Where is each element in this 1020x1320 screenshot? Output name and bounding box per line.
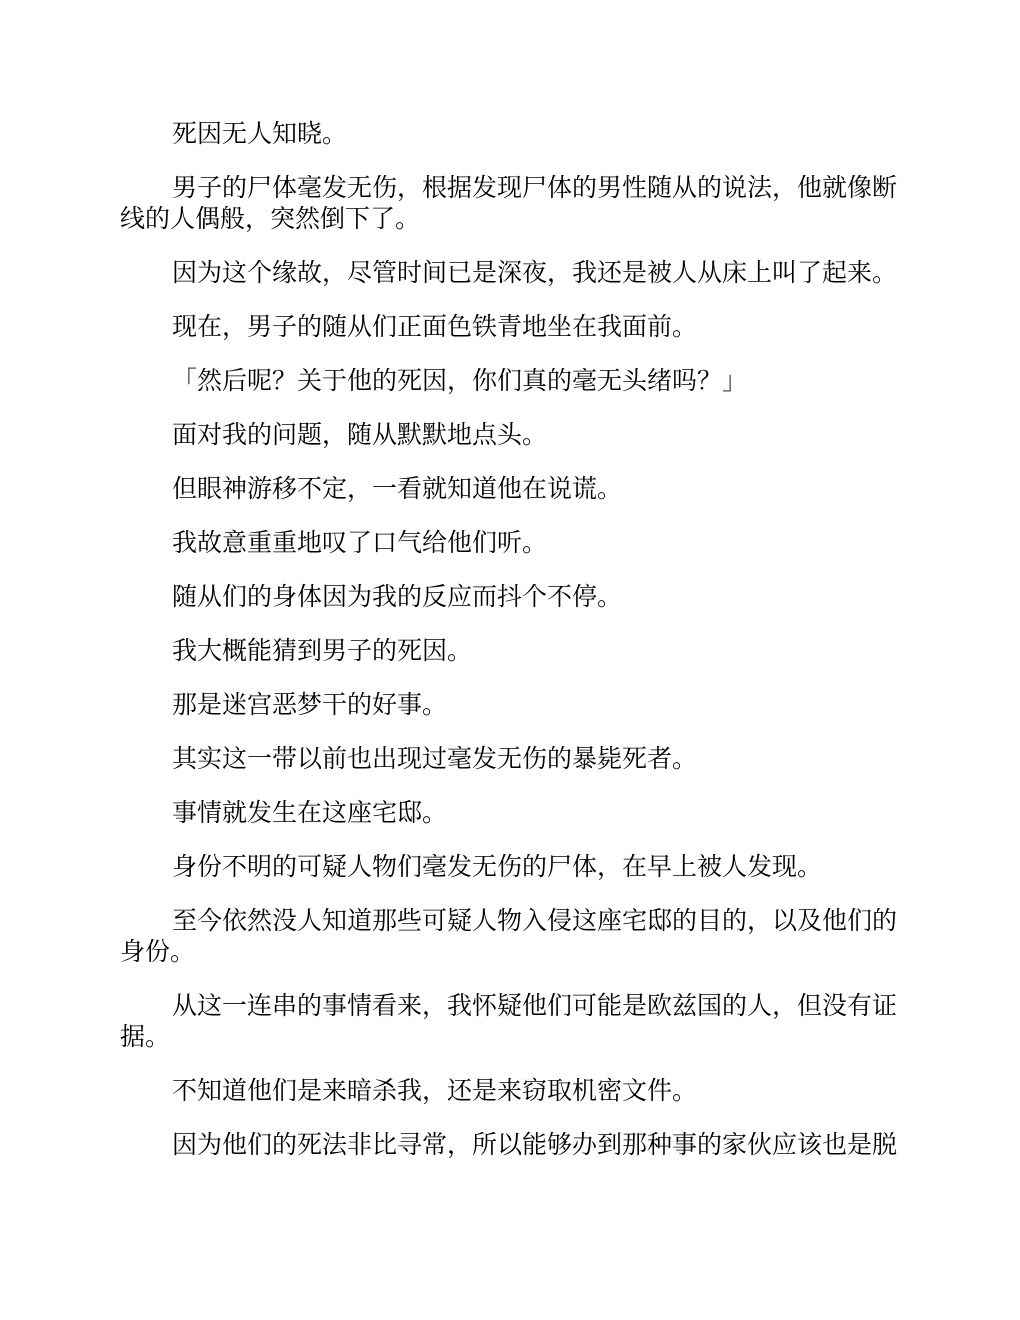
paragraph: 死因无人知晓。 [172,119,348,148]
paragraph: 事情就发生在这座宅邸。 [172,798,448,827]
body-text [120,118,900,1183]
paragraph: 但眼神游移不定，一看就知道他在说谎。 [172,474,623,503]
paragraph: 身份不明的可疑人物们毫发无伤的尸体，在早上被人发现。 [172,852,823,881]
paragraph: 随从们的身体因为我的反应而抖个不停。 [172,582,623,611]
paragraph: 那是迷宫恶梦干的好事。 [172,690,448,719]
paragraph: 我故意重重地叹了口气给他们听。 [172,528,548,557]
paragraph: 因为他们的死法非比寻常，所以能够办到那种事的家伙应该也是脱 [172,1130,898,1159]
paragraph: 男子的尸体毫发无伤，根据发现尸体的男性随从的说法，他就像断线的人偶般，突然倒下了。 [120,173,898,233]
paragraph: 因为这个缘故，尽管时间已是深夜，我还是被人从床上叫了起来。 [172,258,898,287]
paragraph: 现在，男子的随从们正面色铁青地坐在我面前。 [172,312,698,341]
paragraph: 面对我的问题，随从默默地点头。 [172,420,548,449]
paragraph: 至今依然没人知道那些可疑人物入侵这座宅邸的目的，以及他们的身份。 [120,906,898,966]
paragraph: 我大概能猜到男子的死因。 [172,636,473,665]
paragraph: 不知道他们是来暗杀我，还是来窃取机密文件。 [172,1076,698,1105]
paragraph: 其实这一带以前也出现过毫发无伤的暴毙死者。 [172,744,698,773]
paragraph: 从这一连串的事情看来，我怀疑他们可能是欧兹国的人，但没有证据。 [120,991,898,1051]
paragraph: 「然后呢？关于他的死因，你们真的毫无头绪吗？」 [172,366,748,395]
